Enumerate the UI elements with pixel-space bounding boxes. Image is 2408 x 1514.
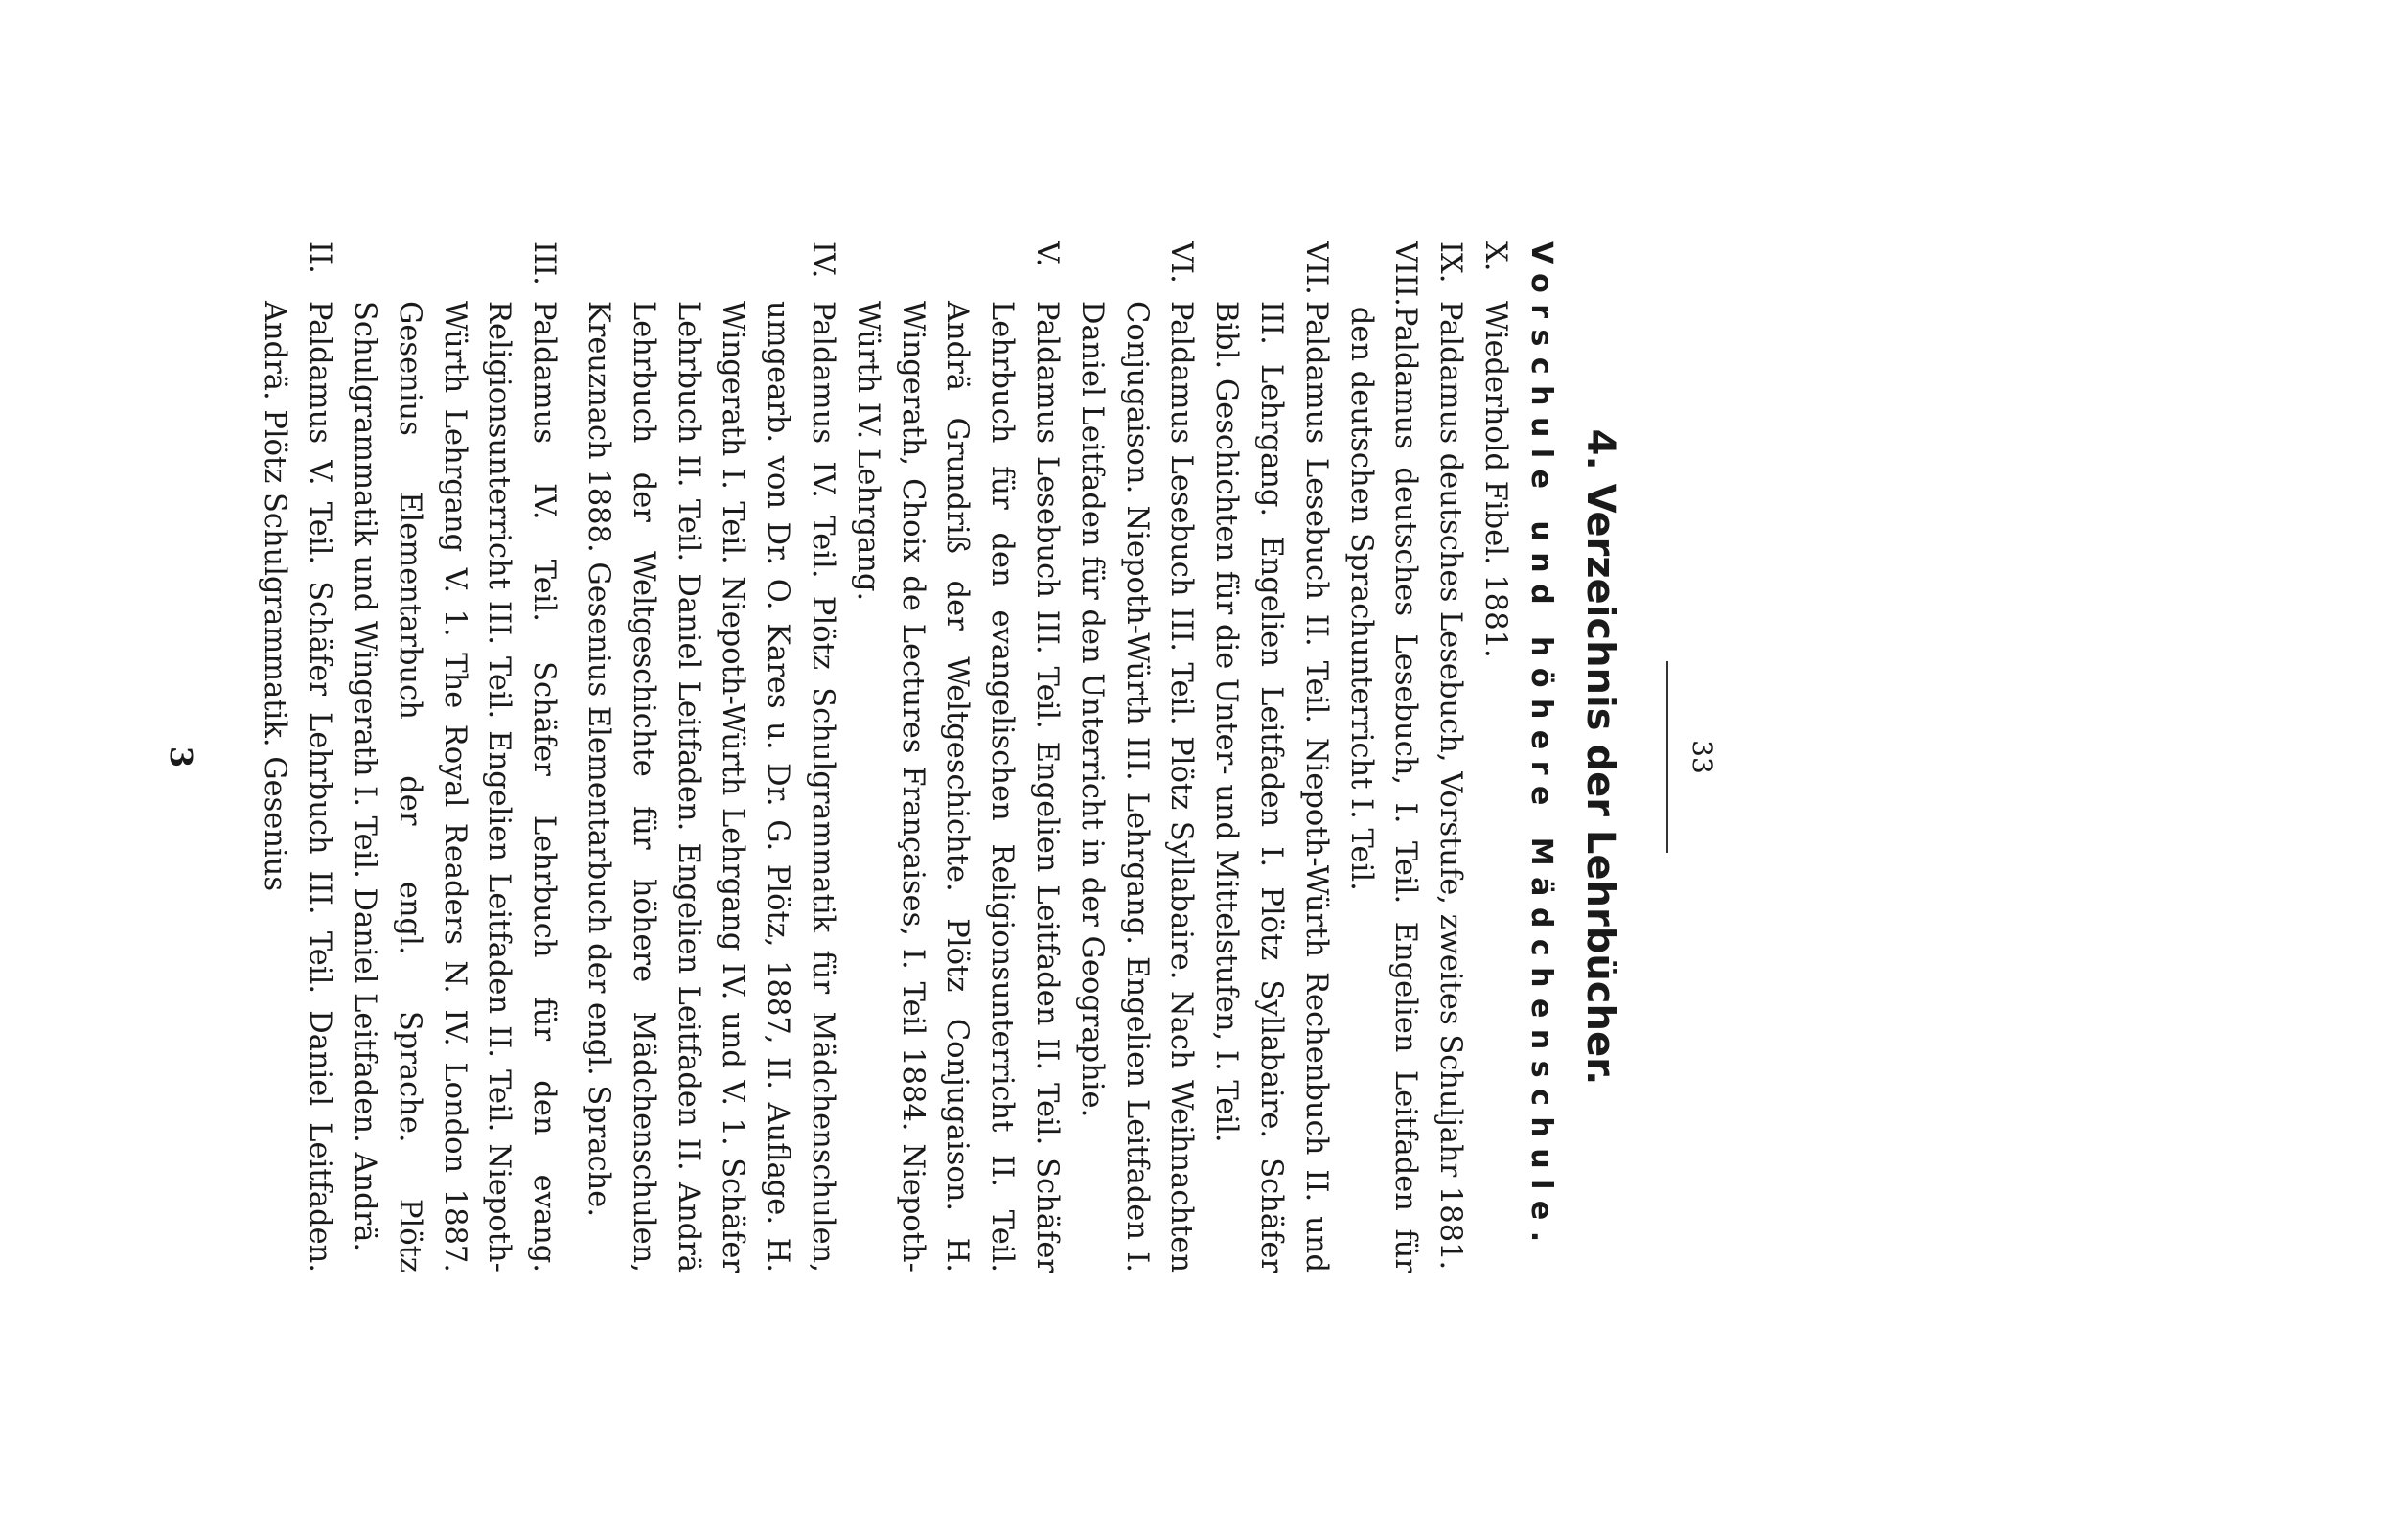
entry-iv [575,241,844,1273]
page-number: 33 [1686,740,1718,774]
entry-ix [1427,241,1472,1273]
entry-text: Paldamus deutsches Lesebuch, Vorstufe, zweites Schuljahr 1881. [1433,301,1468,1271]
entry-viii [1338,241,1428,1273]
entry-number: II. [303,241,337,274]
entry-text: Paldamus V. Teil. Schäfer Lehrbuch III. Teil. Daniel Leitfaden. Andrä. Plötz Schulgrammatik. Gesenius [258,301,337,1273]
entry-text: Paldamus IV. Teil. Plötz Schulgrammatik für Mädchenschulen, umgearb. von Dr. O. Kares u. Dr. G. Plötz, 1887, II. Auflage. H. Wingerath I. Teil. Niepoth-Würth Lehrgang IV. und V. 1. Schäfer Lehrbuch II. Teil. Daniel Leitfaden. Engelien Leitfaden II. Andrä Lehrbuch der Weltgeschichte für höhere Mädchenschulen, Kreuznach 1888. Gesenius Elementarbuch der engl. Sprache. [582,301,840,1273]
entry-text: Paldamus Lesebuch III. Teil. Engelien Leitfaden II. Teil. Schäfer Lehrbuch für den evangelischen Religionsunterricht II. Teil. Andrä Grundriß der Weltgeschichte. Plötz Conjugaison. H. Wingerath, Choix de Lectures Françaises, I. Teil 1884. Niepoth-Würth IV. Lehrgang. [850,301,1065,1273]
entry-number: VI. [1164,241,1199,284]
entry-number: III. [527,241,562,286]
entry-text: Wiederhold Fibel. 1881. [1479,301,1512,658]
entry-number: V. [1030,241,1065,267]
entry-vi [1068,241,1203,1273]
entry-v [844,241,1068,1273]
entry-ii [252,241,342,1273]
entry-list [252,241,1517,1273]
entry-number: X. [1479,241,1512,272]
entry-iii [341,241,565,1273]
entry-number: VII. [1298,241,1333,295]
entry-text: Paldamus deutsches Lesebuch, I. Teil. Engelien Leitfaden für den deutschen Sprachunterricht I. Teil. [1343,306,1423,1273]
entry-vii [1203,241,1337,1273]
entry-x [1472,241,1517,1273]
section-title: 4. Verzeichnis der Lehrbücher. [1578,428,1622,1086]
signature-mark: 3 [163,746,199,768]
entry-number: IV. [806,241,840,279]
entry-number: IX. [1433,241,1468,284]
entry-text: Paldamus Lesebuch III. Teil. Plötz Syllabaire. Nach Weihnachten Conjugaison. Niepoth-Würth III. Lehrgang. Engelien Leitfaden I. Daniel Leitfaden für den Unterricht in der Geographie. [1074,301,1199,1273]
entry-number: VIII. [1388,241,1423,307]
subheading: Vorschule und höhere Mädchenschule. [1525,241,1558,1253]
header-rule [1666,661,1668,853]
entry-text: Paldamus Lesebuch II. Teil. Niepoth-Würth Rechenbuch II. und III. Lehrgang. Engelien Leitfaden I. Plötz Syllabaire. Schäfer Bibl. Geschichten für die Unter- und Mittelstufen, I. Teil. [1209,301,1333,1273]
entry-text: Paldamus IV. Teil. Schäfer Lehrbuch für den evang. Religionsunterricht III. Teil. Engelien Leitfaden II. Teil. Niepoth-Würth Lehrgang V. 1. The Royal Readers N. IV. London 1887. Gesenius Elementarbuch der engl. Sprache. Plötz Schulgrammatik und Wingerath I. Teil. Daniel Leitfaden. Andrä. [348,301,562,1273]
